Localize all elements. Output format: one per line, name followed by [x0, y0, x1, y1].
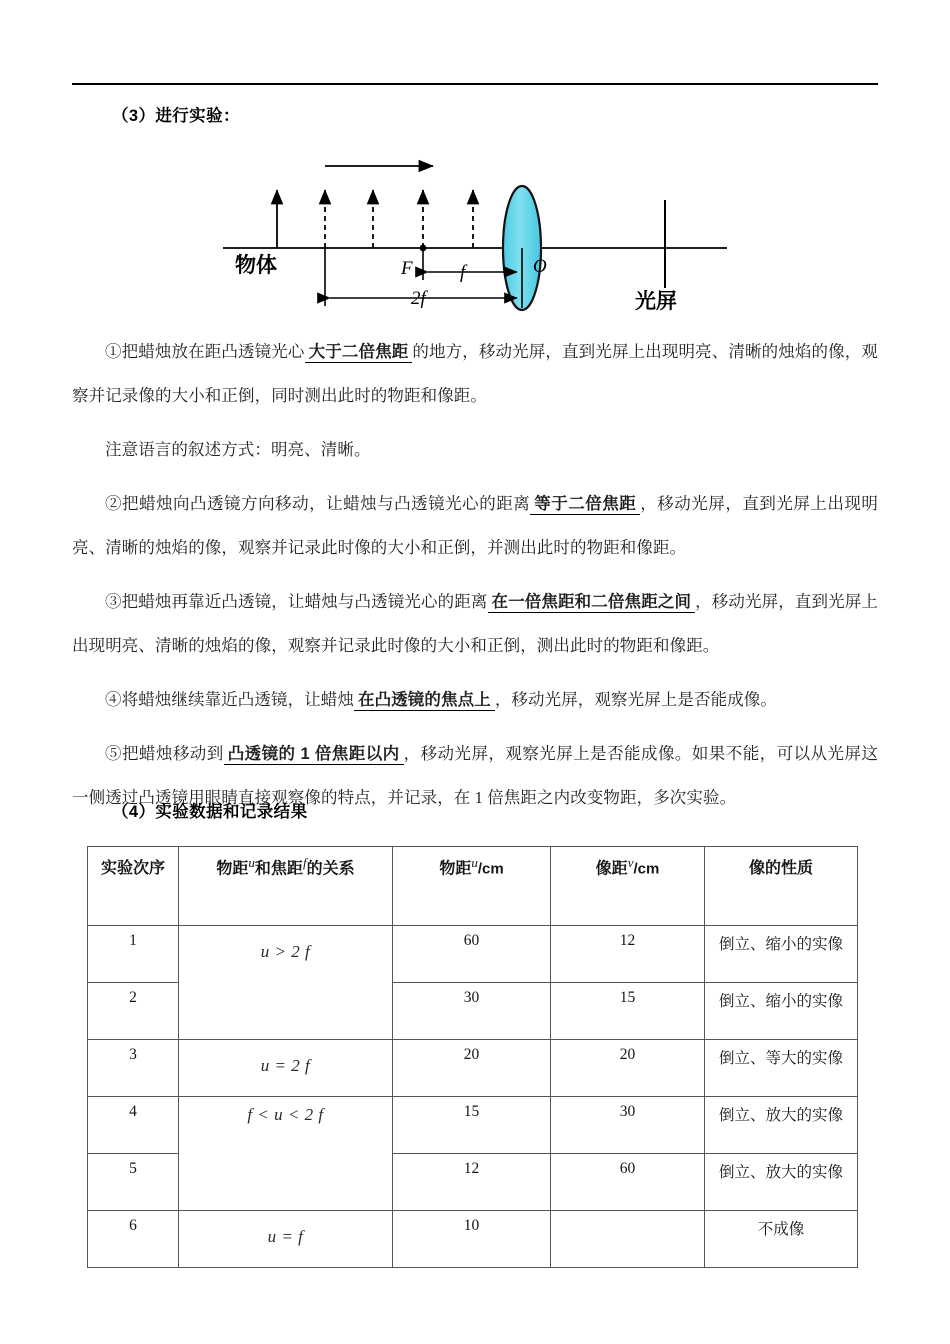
section-4-heading: （4）实验数据和记录结果 — [112, 803, 308, 821]
relation-expression: u = 2 f — [260, 1056, 311, 1075]
cell-image-nature: 倒立、等大的实像 — [705, 1040, 858, 1097]
double-focal-length-label: 2f — [411, 288, 426, 309]
cell-relation-group-2 — [179, 1040, 393, 1097]
relation-expression: u = f — [267, 1227, 304, 1246]
cell-image-distance: 20 — [551, 1040, 705, 1097]
object-label: 物体 — [235, 254, 277, 277]
table-row — [88, 1040, 858, 1097]
step-2-answer: 等于二倍焦距 — [530, 495, 640, 515]
cell-trial-no: 3 — [88, 1040, 179, 1097]
focus-label: F — [401, 258, 413, 279]
section-4-block — [72, 798, 878, 826]
cell-object-distance: 60 — [393, 926, 551, 983]
th-trial-number-label: 实验次序 — [100, 860, 165, 877]
step-2-suffix: ，移动光屏，直到光屏上出现明亮、清晰的烛焰的像，观察并记录此时像的大小和正倒，并测出此时的物距和像距。 — [72, 494, 878, 557]
cell-image-nature: 倒立、缩小的实像 — [705, 983, 858, 1040]
step-1-answer: 大于二倍焦距 — [305, 343, 413, 363]
step-1-paragraph — [72, 330, 878, 418]
step-4-suffix: ，移动光屏，观察光屏上是否能成像。 — [494, 690, 778, 709]
table-header-row — [88, 847, 858, 926]
step-3-paragraph — [72, 580, 878, 668]
cell-trial-no: 1 — [88, 926, 179, 983]
step-3-prefix: ③把蜡烛再靠近凸透镜，让蜡烛与凸透镜光心的距离 — [105, 592, 488, 611]
cell-object-distance: 30 — [393, 983, 551, 1040]
cell-object-distance: 20 — [393, 1040, 551, 1097]
step-4-prefix: ④将蜡烛继续靠近凸透镜，让蜡烛 — [105, 690, 354, 709]
step-5-answer: 凸透镜的 1 倍焦距以内 — [224, 745, 404, 765]
cell-image-distance: 15 — [551, 983, 705, 1040]
cell-relation-group-3 — [179, 1097, 393, 1211]
focal-length-label: f — [460, 262, 466, 283]
cell-trial-no: 2 — [88, 983, 179, 1040]
th-image-distance — [551, 847, 705, 926]
cell-image-distance: 60 — [551, 1154, 705, 1211]
section-3-heading: （3）进行实验： — [112, 107, 240, 125]
steps-block — [72, 330, 878, 820]
table-header — [88, 847, 858, 926]
experiment-data-table — [87, 846, 858, 1268]
cell-image-nature: 倒立、放大的实像 — [705, 1154, 858, 1211]
th-image-distance-unit: /cm — [633, 860, 660, 878]
step-4-paragraph — [72, 678, 878, 722]
cell-object-distance: 12 — [393, 1154, 551, 1211]
screen-label: 光屏 — [635, 290, 677, 313]
cell-trial-no: 4 — [88, 1097, 179, 1154]
cell-relation-group-1 — [179, 926, 393, 1040]
cell-relation-group-4 — [179, 1211, 393, 1268]
cell-image-nature: 倒立、缩小的实像 — [705, 926, 858, 983]
cell-object-distance: 15 — [393, 1097, 551, 1154]
th-relation — [179, 847, 393, 926]
step-2-prefix: ②把蜡烛向凸透镜方向移动，让蜡烛与凸透镜光心的距离 — [105, 494, 531, 513]
th-object-distance-label: 物距 — [439, 860, 472, 878]
th-relation-var-u: u — [248, 855, 255, 870]
header-divider — [72, 83, 878, 85]
th-object-distance-var: u — [471, 855, 478, 870]
th-object-distance — [393, 847, 551, 926]
optical-diagram — [0, 148, 950, 318]
cell-image-distance — [551, 1211, 705, 1268]
step-5-prefix: ⑤把蜡烛移动到 — [105, 744, 224, 763]
th-image-distance-label: 像距 — [595, 860, 628, 878]
cell-image-distance: 30 — [551, 1097, 705, 1154]
th-relation-c: 的关系 — [306, 860, 355, 878]
table-row — [88, 926, 858, 983]
step-1-suffix: 的地方，移动光屏，直到光屏上出现明亮、清晰的烛焰的像，观察并记录像的大小和正倒，同时测出此时的物距和像距。 — [72, 342, 878, 405]
cell-image-nature: 倒立、放大的实像 — [705, 1097, 858, 1154]
convex-lens-ray-diagram — [215, 148, 735, 318]
cell-object-distance: 10 — [393, 1211, 551, 1268]
table-row — [88, 1097, 858, 1154]
note-paragraph: 注意语言的叙述方式：明亮、清晰。 — [105, 440, 371, 459]
th-trial-number — [88, 847, 179, 926]
th-relation-var-f: f — [302, 855, 307, 870]
relation-expression: u > 2 f — [260, 942, 311, 961]
th-relation-a: 物距 — [216, 860, 249, 878]
cell-trial-no: 6 — [88, 1211, 179, 1268]
optical-center-label: O — [533, 256, 547, 277]
th-object-distance-unit: /cm — [477, 860, 504, 878]
th-relation-b: 和焦距 — [254, 860, 303, 878]
cell-image-nature: 不成像 — [705, 1211, 858, 1268]
section-3-block — [72, 102, 878, 130]
th-image-nature-label: 像的性质 — [748, 860, 813, 877]
th-image-distance-var: v — [627, 855, 634, 870]
step-3-answer: 在一倍焦距和二倍焦距之间 — [488, 593, 696, 613]
table-row — [88, 1211, 858, 1268]
step-5-suffix: ，移动光屏，观察光屏上是否能成像。如果不能，可以从光屏这一侧透过凸透镜用眼睛直接观察像的特点，并记录，在 1 倍焦距之内改变物距，多次实验。 — [72, 744, 879, 807]
step-3-suffix: ，移动光屏，直到光屏上出现明亮、清晰的烛焰的像，观察并记录此时像的大小和正倒，测出此时的物距和像距。 — [72, 592, 878, 655]
table-body — [88, 926, 858, 1268]
step-2-paragraph — [72, 482, 878, 570]
cell-trial-no: 5 — [88, 1154, 179, 1211]
cell-image-distance: 12 — [551, 926, 705, 983]
step-1-prefix: ①把蜡烛放在距凸透镜光心 — [105, 342, 305, 361]
relation-expression: f < u < 2 f — [247, 1105, 324, 1124]
th-image-nature — [705, 847, 858, 926]
step-4-answer: 在凸透镜的焦点上 — [354, 691, 495, 711]
experiment-data-table-wrap — [87, 846, 857, 1268]
